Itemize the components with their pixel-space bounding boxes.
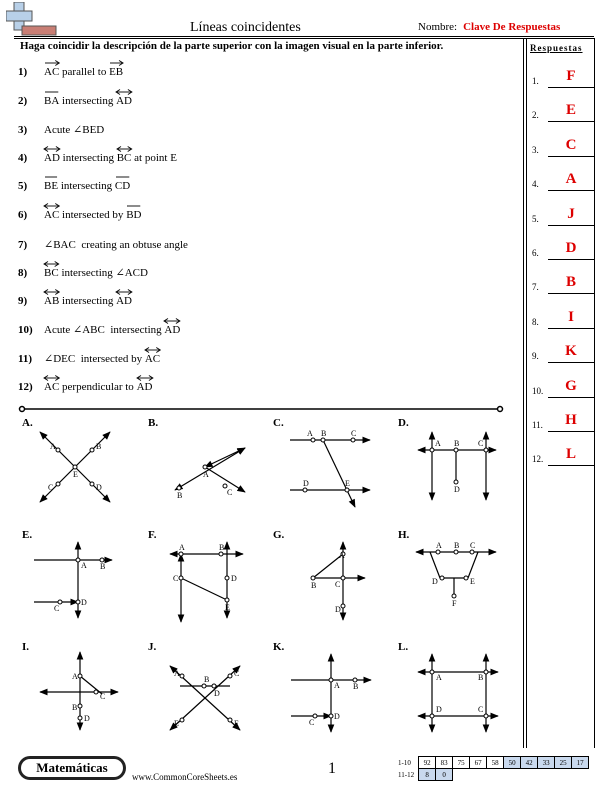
answer-line: [548, 293, 594, 294]
point-label: C: [478, 705, 484, 714]
point: [203, 465, 207, 469]
figure-label: L.: [398, 641, 409, 653]
point-label: C: [351, 429, 357, 438]
point-label: C: [54, 604, 60, 613]
score-row: [396, 757, 589, 769]
point: [180, 674, 184, 678]
question-item: [18, 123, 104, 139]
point: [430, 670, 434, 674]
question-text: intersecting ∠ACD: [58, 267, 148, 280]
point: [76, 558, 80, 562]
point: [179, 576, 183, 580]
point-label: B: [100, 562, 106, 571]
point-label: E: [174, 719, 179, 728]
point: [78, 674, 82, 678]
point-label: A: [72, 672, 78, 681]
point: [484, 714, 488, 718]
point-label: D: [231, 574, 237, 583]
point: [454, 550, 458, 554]
point-label: D: [454, 485, 460, 494]
answer-line: [548, 190, 594, 191]
point-label: E: [470, 577, 475, 586]
line-symbol-icon: [117, 146, 132, 152]
question-text: intersecting: [59, 151, 117, 164]
answer-number: 8.: [532, 316, 539, 327]
line-symbol-icon: [116, 289, 132, 295]
score-row-label: 1-10: [398, 758, 411, 767]
line-notation: AD: [116, 95, 132, 107]
line-symbol-icon: [164, 318, 180, 324]
ray-notation: EB: [109, 66, 123, 78]
line: [205, 448, 245, 467]
point: [228, 718, 232, 722]
point: [311, 576, 315, 580]
point: [228, 674, 232, 678]
question-number: 2): [18, 94, 28, 107]
point: [219, 552, 223, 556]
point: [303, 488, 307, 492]
point-label: C: [335, 580, 341, 589]
answer-letter: G: [565, 377, 577, 394]
point-label: B: [177, 491, 183, 500]
line-notation: AD: [116, 295, 132, 307]
point: [329, 678, 333, 682]
question-text: parallel to: [59, 66, 110, 78]
point-label: B: [321, 429, 327, 438]
figure-label: G.: [273, 529, 285, 541]
answer-line: [548, 465, 594, 466]
point-label: A: [81, 561, 87, 570]
point: [436, 550, 440, 554]
point: [311, 438, 315, 442]
point-label: D: [81, 598, 87, 607]
line-symbol-icon: [137, 375, 153, 381]
answer-letter: H: [565, 412, 577, 428]
score-cell: 83: [436, 757, 453, 769]
seg-symbol-icon: [126, 203, 141, 209]
answer-letter: F: [566, 68, 576, 84]
score-table: [396, 756, 589, 781]
answer-line: [548, 397, 594, 398]
point: [78, 716, 82, 720]
point: [454, 480, 458, 484]
point-label: B: [219, 543, 225, 552]
question-number: 6): [18, 209, 28, 221]
question-text: at point E: [131, 151, 177, 164]
score-cell: 17: [572, 757, 589, 769]
point: [341, 576, 345, 580]
score-cell: 75: [453, 757, 470, 769]
point-label: A: [339, 551, 345, 560]
footer-logo: Matemáticas: [18, 756, 126, 780]
figure-label: F.: [148, 529, 157, 541]
answer-number: 10.: [532, 385, 544, 396]
point-label: D: [303, 479, 309, 488]
point-label: B: [204, 675, 210, 684]
answer-number: 9.: [532, 351, 539, 362]
figure-label: H.: [398, 529, 410, 541]
seg-symbol-icon: [115, 174, 130, 180]
figure-label: I.: [22, 641, 30, 653]
figure-label: J.: [148, 641, 157, 653]
figure-label: A.: [22, 417, 33, 429]
seg-notation: BA: [44, 95, 59, 107]
point: [440, 576, 444, 580]
score-cell: 42: [521, 757, 538, 769]
point-label: F: [234, 719, 239, 728]
question-text: Acute ∠BED: [44, 124, 105, 137]
line-notation: AB: [44, 295, 59, 307]
question-number: 7): [18, 238, 28, 251]
point-label: D: [335, 605, 341, 614]
answer-number: 7.: [532, 282, 539, 293]
question-number: 5): [18, 180, 28, 193]
point-label: C: [100, 692, 106, 701]
point-label: A: [307, 429, 313, 438]
figure-label: D.: [398, 417, 409, 429]
answer-number: 3.: [532, 144, 539, 155]
point: [464, 576, 468, 580]
score-row-label: 11-12: [398, 770, 415, 779]
point-label: D: [432, 577, 438, 586]
point-label: A: [174, 669, 180, 678]
point-label: B: [311, 581, 317, 590]
header-rule: [14, 36, 594, 37]
answer-number: 4.: [532, 179, 539, 190]
score-cell: 50: [504, 757, 521, 769]
point: [452, 594, 456, 598]
point: [430, 714, 434, 718]
point-label: E: [73, 470, 78, 479]
line-symbol-icon: [44, 146, 60, 152]
seg-symbol-icon: [44, 174, 58, 180]
segment: [430, 552, 440, 578]
seg-notation: BE: [44, 180, 58, 192]
figure-label: C.: [273, 417, 284, 429]
segment: [80, 676, 102, 694]
point-label: D: [84, 714, 90, 723]
ray-symbol-icon: [44, 60, 59, 66]
segment: [181, 578, 227, 600]
answer-letter: E: [565, 102, 576, 119]
figure-label: K.: [273, 641, 285, 653]
question-number: 10): [18, 324, 33, 337]
question-item: [18, 381, 152, 397]
line-notation: AC: [44, 381, 59, 393]
question-item: [18, 352, 160, 368]
point-label: D: [436, 705, 442, 714]
point: [56, 448, 60, 452]
point: [329, 714, 333, 718]
point: [341, 604, 345, 608]
question-number: 4): [18, 151, 28, 164]
question-number: 11): [18, 353, 33, 365]
answer-letter: L: [565, 446, 576, 463]
figure-label: E.: [22, 529, 33, 541]
point-label: E: [345, 479, 350, 488]
point-label: C: [478, 439, 484, 448]
point-label: C: [173, 574, 179, 583]
line-notation: AC: [44, 209, 59, 221]
line-symbol-icon: [145, 347, 160, 353]
name-field: [418, 21, 560, 33]
question-item: [18, 295, 132, 311]
line-symbol-icon: [44, 289, 59, 295]
point-label: D: [96, 483, 102, 492]
point: [73, 465, 77, 469]
point: [78, 704, 82, 708]
answer-line: [548, 87, 594, 88]
ray-symbol-icon: [109, 60, 123, 66]
point: [212, 684, 216, 688]
seg-notation: CD: [115, 180, 130, 192]
line-notation: BC: [44, 267, 59, 279]
point-label: B: [72, 703, 78, 712]
question-number: 9): [18, 294, 28, 307]
question-number: 1): [18, 66, 28, 78]
point-label: A: [334, 681, 340, 690]
line-notation: BC: [117, 152, 132, 164]
point: [90, 482, 94, 486]
footer-site: www.CommonCoreSheets.es: [132, 772, 238, 782]
question-number: 12): [18, 380, 33, 393]
question-text: intersecting: [59, 94, 117, 107]
point-label: B: [96, 442, 102, 451]
point-label: D: [214, 689, 220, 698]
score-cell: 67: [470, 757, 487, 769]
figures-panel: [0, 410, 522, 750]
answer-line: [548, 225, 594, 226]
question-text: ∠DEC intersected by: [44, 353, 145, 365]
question-text: intersected by: [59, 209, 127, 221]
line-notation: AC: [145, 353, 160, 365]
point: [430, 448, 434, 452]
point-label: A: [436, 541, 442, 550]
question-text: ∠BAC creating an obtuse angle: [44, 238, 188, 251]
point-label: D: [334, 712, 340, 721]
point: [484, 670, 488, 674]
point-label: A: [203, 470, 209, 479]
answer-letter: J: [567, 205, 575, 222]
seg-notation: BD: [126, 209, 141, 221]
page-number: 1: [328, 760, 336, 777]
point-label: C: [48, 483, 54, 492]
segment: [468, 552, 478, 578]
ray: [323, 440, 355, 507]
score-cell: 25: [555, 757, 572, 769]
point-label: E: [225, 603, 230, 612]
answer-letter: A: [565, 171, 577, 188]
score-cell: 92: [419, 757, 436, 769]
answer-number: 5.: [532, 213, 539, 224]
line-symbol-icon: [44, 261, 59, 267]
answer-number: 1.: [532, 76, 539, 86]
answer-divider: [523, 38, 524, 748]
score-cell: 8: [419, 769, 436, 781]
answer-number: 2.: [532, 110, 539, 121]
point: [180, 718, 184, 722]
answer-key-label: Clave De Respuestas: [463, 21, 561, 33]
instructions: Haga coincidir la descripción de la parte superior con la imagen visual en la parte inferior.: [20, 40, 444, 52]
point: [179, 552, 183, 556]
score-row: [396, 769, 589, 781]
answer-divider-2: [526, 38, 527, 748]
point-label: B: [353, 682, 359, 691]
point: [76, 600, 80, 604]
score-cell: 33: [538, 757, 555, 769]
answer-letter: C: [565, 136, 577, 153]
line-symbol-icon: [44, 375, 59, 381]
question-item: [18, 209, 141, 225]
point-label: A: [50, 442, 56, 451]
question-text: intersecting: [58, 180, 115, 193]
line-symbol-icon: [44, 203, 59, 209]
answer-letter: K: [565, 343, 577, 360]
question-item: [18, 323, 180, 339]
question-number: 3): [18, 124, 28, 137]
point: [484, 448, 488, 452]
answer-letter: I: [568, 308, 574, 325]
answer-line: [548, 431, 594, 432]
point-label: A: [436, 673, 442, 682]
line-notation: AD: [44, 152, 60, 164]
header-rule-2: [14, 38, 594, 39]
right-border: [594, 38, 595, 748]
question-text: Acute ∠ABC intersecting: [44, 324, 165, 337]
answer-line: [548, 121, 594, 122]
answer-letter: B: [565, 274, 576, 291]
question-text: intersecting: [59, 294, 117, 307]
point-label: B: [454, 541, 460, 550]
line-notation: AD: [164, 324, 180, 336]
point-label: C: [309, 718, 315, 727]
point-label: C: [234, 669, 240, 678]
answer-number: 6.: [532, 248, 539, 258]
point-label: B: [454, 439, 460, 448]
point-label: A: [179, 543, 185, 552]
point: [225, 598, 229, 602]
point-label: C: [470, 541, 476, 550]
answer-letter: D: [565, 240, 577, 256]
point-label: B: [478, 673, 484, 682]
figure-label: B.: [148, 417, 159, 429]
page-title: Líneas coincidentes: [190, 20, 301, 35]
question-item: [18, 66, 123, 82]
seg-symbol-icon: [44, 89, 59, 95]
question-item: [18, 152, 177, 168]
answer-line: [548, 259, 594, 260]
question-item: [18, 95, 132, 111]
point: [90, 448, 94, 452]
ray-notation: AC: [44, 66, 59, 78]
line-notation: AD: [137, 381, 153, 393]
point: [56, 482, 60, 486]
question-item: [18, 238, 188, 254]
question-item: [18, 266, 148, 282]
question-number: 8): [18, 267, 28, 280]
name-label: Nombre:: [418, 21, 458, 33]
line: [175, 448, 245, 490]
answers-header: Respuestas: [530, 43, 583, 53]
worksheet-logo: [6, 2, 58, 38]
point: [225, 576, 229, 580]
point: [321, 438, 325, 442]
point: [177, 486, 181, 490]
point: [345, 488, 349, 492]
point: [351, 438, 355, 442]
point: [470, 550, 474, 554]
point: [454, 448, 458, 452]
answer-number: 12.: [532, 454, 544, 465]
point-label: A: [435, 439, 441, 448]
answer-number: 11.: [532, 420, 543, 430]
point-label: C: [227, 488, 233, 497]
score-cell: 0: [436, 769, 453, 781]
question-text: perpendicular to: [59, 380, 137, 393]
line-symbol-icon: [116, 89, 132, 95]
answer-line: [548, 362, 594, 363]
question-item: [18, 180, 130, 196]
answer-line: [548, 328, 594, 329]
score-cell: 58: [487, 757, 504, 769]
answer-line: [548, 156, 594, 157]
point: [202, 684, 206, 688]
point: [94, 690, 98, 694]
point-label: F: [452, 599, 457, 608]
